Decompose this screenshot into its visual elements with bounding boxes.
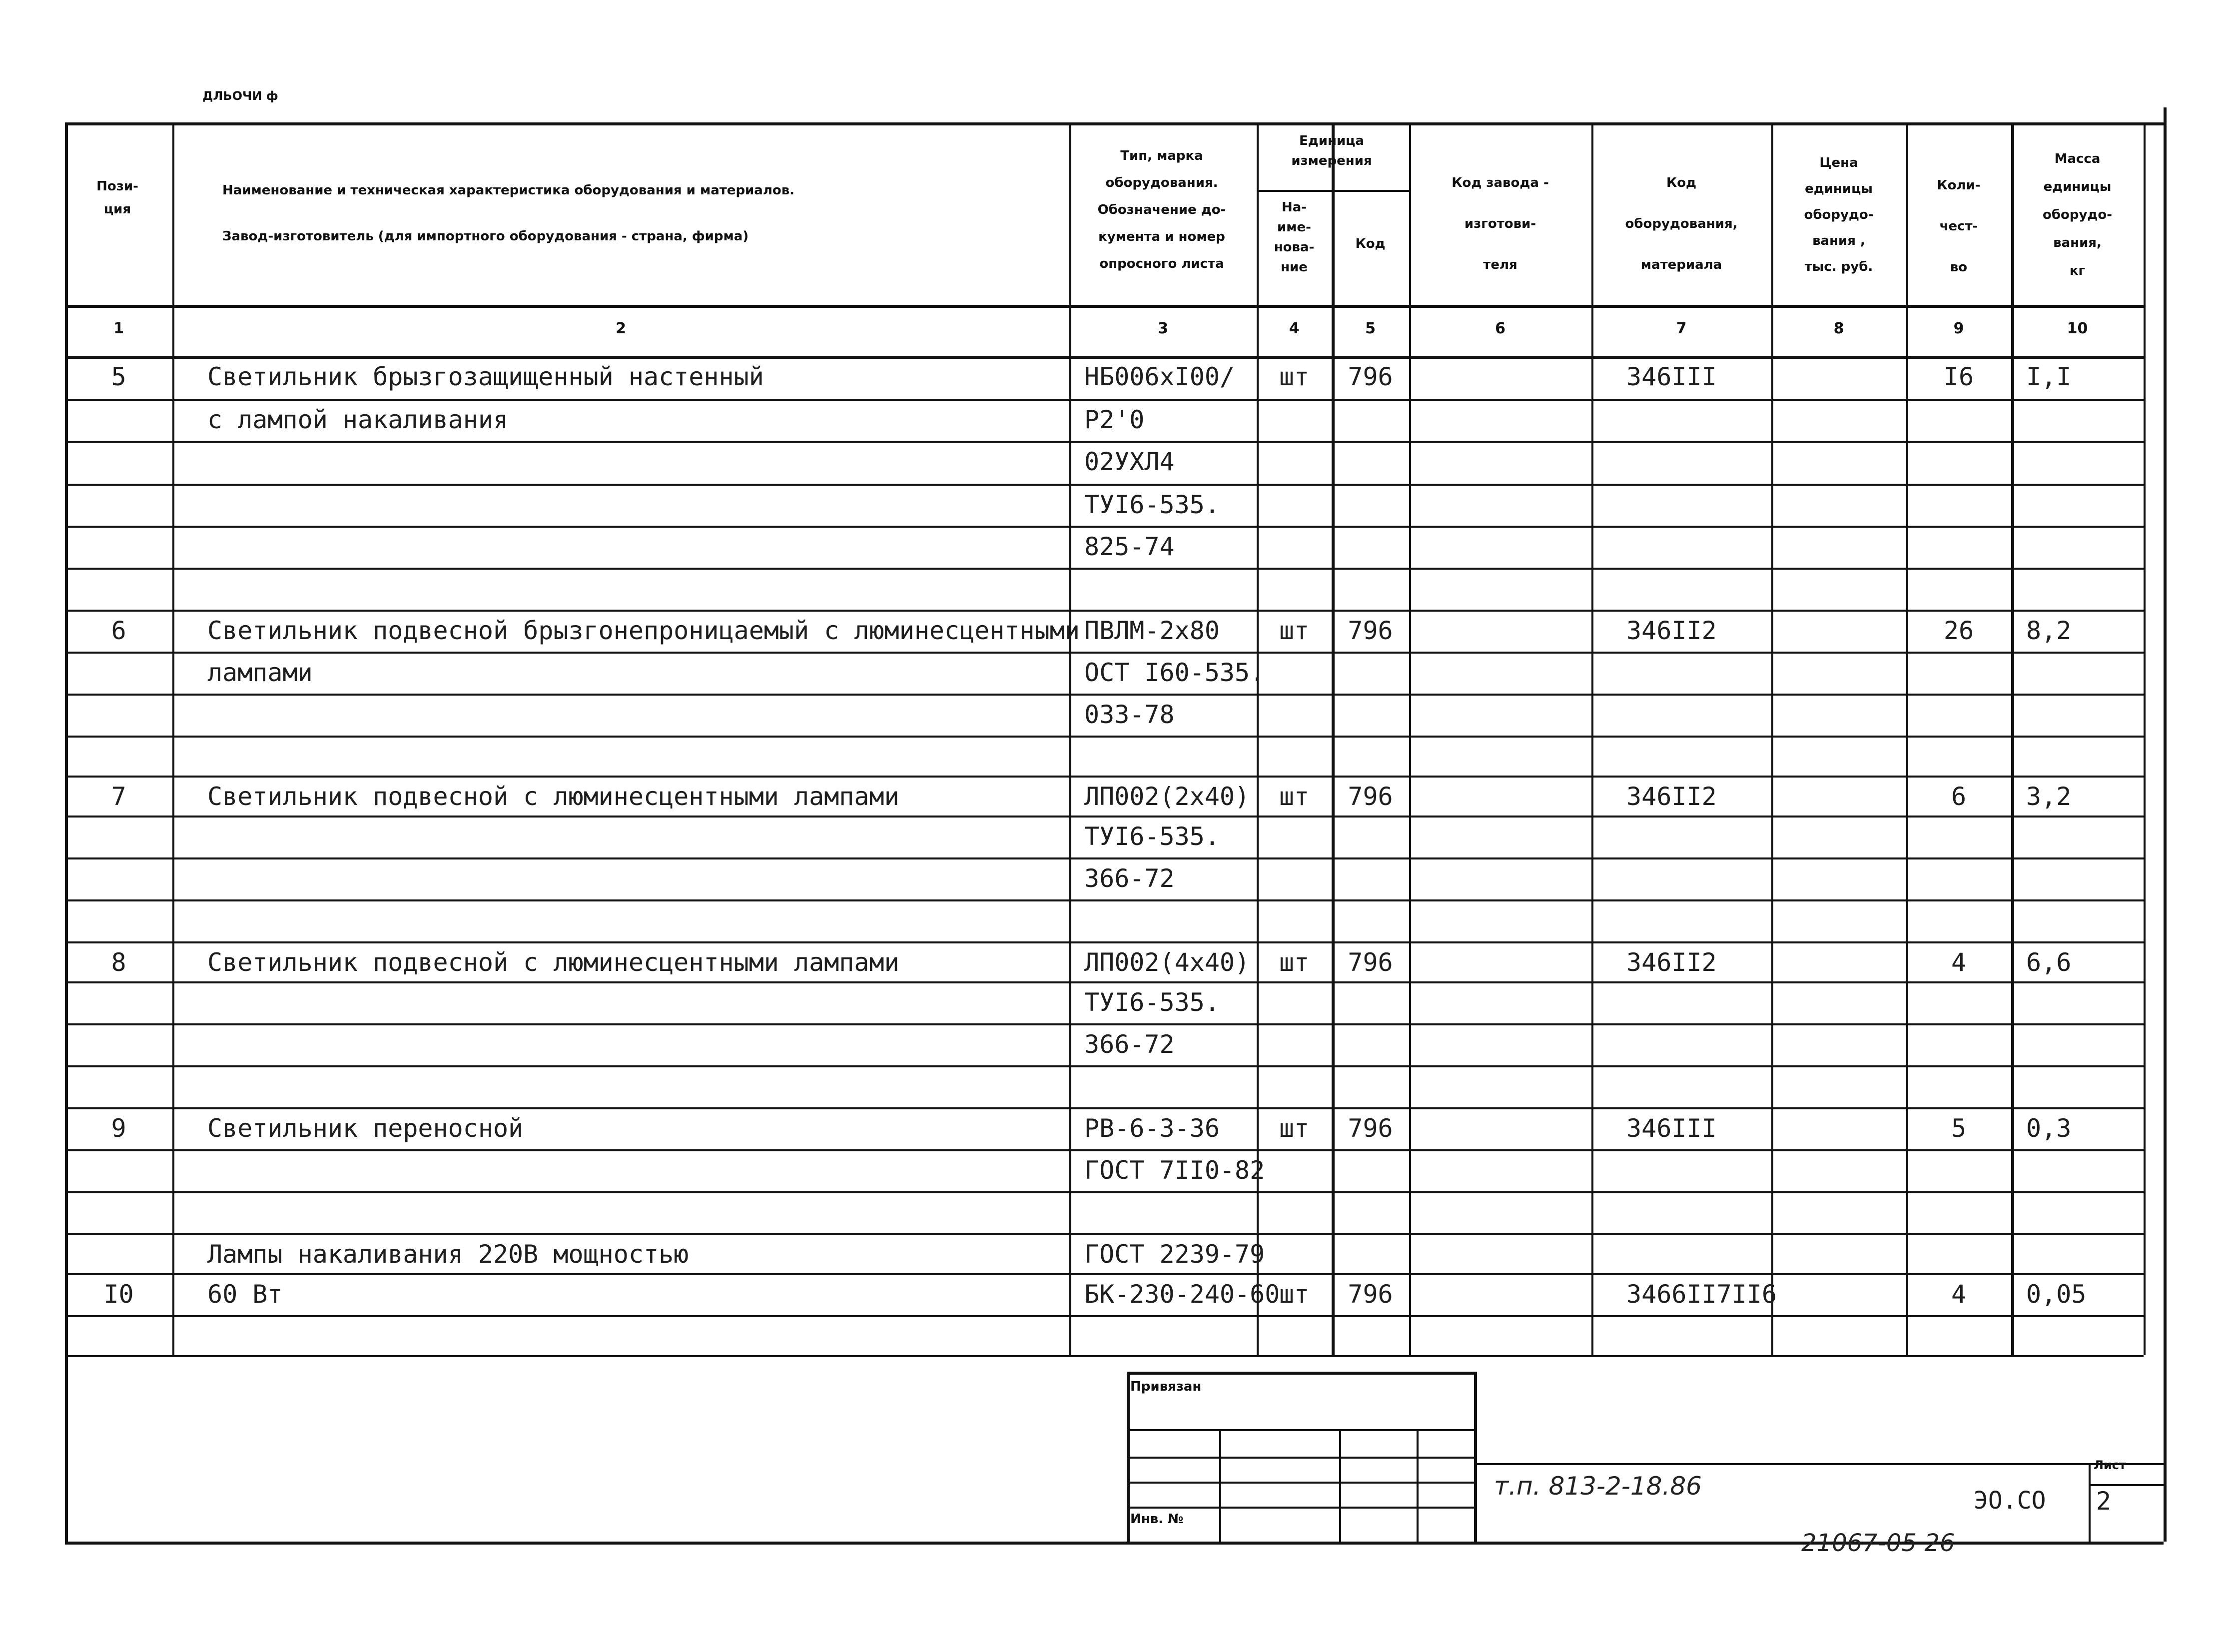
table-rule [2089,1484,2164,1486]
col-number: 4 [1289,320,1300,337]
doc-code: ЭО.СО [1974,1487,2046,1515]
cell-type: 02УХЛ4 [1084,447,1175,476]
cell-equip: 346II2 [1626,948,1717,977]
table-rule [65,981,2144,983]
cell-pos: 8 [111,948,126,977]
header-name: Наименование и техническая характеристика оборудования и материалов. Завод-изготовитель (для импортного оборудования - страна, фирма) [222,183,795,244]
col-number: 5 [1365,320,1376,337]
doc-number: т.п. 813-2-18.86 [1494,1472,1702,1501]
corner-mark: ДЛЬОЧИ ф [202,89,278,103]
table-rule [1474,1463,2164,1465]
cell-code: 796 [1348,782,1393,811]
table-rule [65,816,2144,818]
cell-pos: 6 [111,616,126,645]
table-rule [65,736,2144,738]
cell-qty: 4 [1951,1280,1967,1309]
table-rule [1127,1482,1474,1484]
cell-code: 796 [1348,616,1393,645]
col-number: 7 [1676,320,1687,337]
cell-unit: шт [1279,1114,1310,1143]
cell-unit: шт [1279,782,1310,811]
table-rule [2164,1355,2167,1542]
table-rule [65,1107,2144,1109]
table-rule [1591,122,1593,1355]
cell-code: 796 [1348,362,1393,391]
table-rule [2164,107,2167,1359]
cell-unit: шт [1279,948,1310,977]
cell-equip: 3466II7II6 [1626,1280,1777,1309]
cell-type: ЛП002(2х40) [1084,782,1250,811]
table-rule [1257,190,1409,192]
header-unit: Единица измерения [1291,133,1372,168]
table-rule [65,694,2144,696]
table-rule [65,441,2144,443]
cell-qty: 26 [1943,616,1974,645]
header-mass: Масса единицы оборудо- вания, кг [2042,151,2113,278]
table-rule [2011,122,2014,1355]
table-rule [1417,1429,1419,1542]
cell-qty: 5 [1951,1114,1967,1143]
cell-equip: 346III [1626,1114,1717,1143]
table-rule [65,356,2144,359]
cell-unit: шт [1279,1280,1310,1309]
cell-type: ПВЛМ-2х80 [1084,616,1220,645]
cell-type: БК-230-240-60 [1084,1280,1280,1309]
footer-number: 21067-05 26 [1801,1529,1955,1557]
cell-mass: I,I [2026,362,2072,391]
table-rule [65,1023,2144,1025]
cell-equip: 346III [1626,362,1717,391]
header-maker-code: Код завода - изготови- теля [1452,175,1549,272]
table-rule [65,1273,2144,1275]
table-rule [65,399,2144,401]
header-unit-name: На- име- нова- ние [1274,200,1315,275]
table-rule [1339,1429,1341,1542]
col-number: 9 [1953,320,1964,337]
header-unit-code: Код [1355,236,1386,251]
cell-type: ОСТ I60-535. [1084,658,1265,687]
cell-pos: I0 [103,1280,134,1309]
cell-type: 366-72 [1084,864,1175,893]
cell-type: 033-78 [1084,700,1175,729]
cell-mass: 3,2 [2026,782,2072,811]
col-number: 3 [1158,320,1168,337]
table-rule [1219,1429,1221,1542]
header-qty: Коли- чест- во [1937,178,1981,275]
cell-code: 796 [1348,948,1393,977]
table-rule [65,1191,2144,1193]
cell-name: 60 Вт [207,1280,283,1309]
cell-qty: 6 [1951,782,1967,811]
cell-pos: 7 [111,782,126,811]
cell-code: 796 [1348,1280,1393,1309]
cell-name: Лампы накаливания 220В мощностью [207,1240,689,1269]
inv-label: Инв. № [1130,1512,1184,1527]
sheet-number: 2 [2096,1487,2112,1516]
table-rule [2089,1463,2091,1542]
table-rule [65,1355,2144,1357]
table-rule [172,122,174,1355]
table-rule [65,122,2164,125]
col-number: 2 [616,320,626,337]
cell-type: ТУI6-535. [1084,490,1220,519]
cell-type: НБ006хI00/ [1084,362,1235,391]
table-rule [65,1233,2144,1235]
cell-type: 825-74 [1084,532,1175,561]
table-rule [65,1065,2144,1067]
cell-mass: 6,6 [2026,948,2072,977]
header-pos: Пози- ция [96,179,138,217]
cell-name: Светильник брызгозащищенный настенный [207,362,764,391]
cell-pos: 9 [111,1114,126,1143]
cell-mass: 0,3 [2026,1114,2072,1143]
table-rule [1409,122,1411,1355]
cell-pos: 5 [111,362,126,391]
cell-type: РВ-6-3-36 [1084,1114,1220,1143]
table-rule [65,1315,2144,1317]
table-rule [2144,122,2146,1355]
cell-qty: 4 [1951,948,1967,977]
header-type: Тип, марка оборудования. Обозначение до- кумента и номер опросного листа [1097,148,1226,271]
cell-mass: 0,05 [2026,1280,2087,1309]
cell-equip: 346II2 [1626,782,1717,811]
cell-name: Светильник подвесной с люминесцентными лампами [207,948,899,977]
cell-unit: шт [1279,616,1310,645]
cell-name: Светильник переносной [207,1114,524,1143]
table-rule [1474,1372,1477,1542]
cell-name: Светильник подвесной с люминесцентными лампами [207,782,899,811]
col-number: 10 [2067,320,2088,337]
cell-type: ТУI6-535. [1084,988,1220,1017]
sheet-label: Лист [2094,1458,2126,1472]
table-rule [65,1149,2144,1151]
col-number: 6 [1495,320,1505,337]
cell-type: ГОСТ 7II0-82 [1084,1156,1265,1185]
table-rule [65,484,2144,486]
table-rule [65,610,2144,612]
col-number: 8 [1833,320,1844,337]
table-rule [65,305,2144,308]
table-rule [65,899,2144,901]
cell-type: ТУI6-535. [1084,822,1220,851]
cell-qty: I6 [1943,362,1974,391]
table-rule [65,941,2144,943]
cell-unit: шт [1279,362,1310,391]
table-rule [1771,122,1773,1355]
cell-type: ЛП002(4х40) [1084,948,1250,977]
privyazan-label: Привязан [1130,1379,1202,1394]
header-price: Цена единицы оборудо- вания , тыс. руб. [1804,155,1874,274]
col-number: 1 [113,320,124,337]
table-rule [65,526,2144,528]
header-equip-code: Код оборудования, материала [1625,175,1738,272]
table-rule [65,568,2144,570]
table-rule [65,857,2144,859]
table-rule [1069,122,1071,1355]
cell-name: Светильник подвесной брызгонепроницаемый с люминесцентными [207,616,1080,645]
table-rule [1906,122,1908,1355]
cell-type: 366-72 [1084,1030,1175,1059]
table-rule [65,776,2144,778]
cell-equip: 346II2 [1626,616,1717,645]
table-rule [1127,1507,1474,1509]
cell-code: 796 [1348,1114,1393,1143]
cell-mass: 8,2 [2026,616,2072,645]
table-rule [1127,1457,1474,1459]
cell-name: лампами [207,658,313,687]
table-rule [65,652,2144,654]
table-rule [1332,122,1335,1355]
cell-type: ГОСТ 2239-79 [1084,1240,1265,1269]
table-rule [1127,1372,1474,1375]
cell-type: Р2'0 [1084,405,1145,434]
table-rule [1127,1429,1474,1431]
cell-name: с лампой накаливания [207,405,509,434]
